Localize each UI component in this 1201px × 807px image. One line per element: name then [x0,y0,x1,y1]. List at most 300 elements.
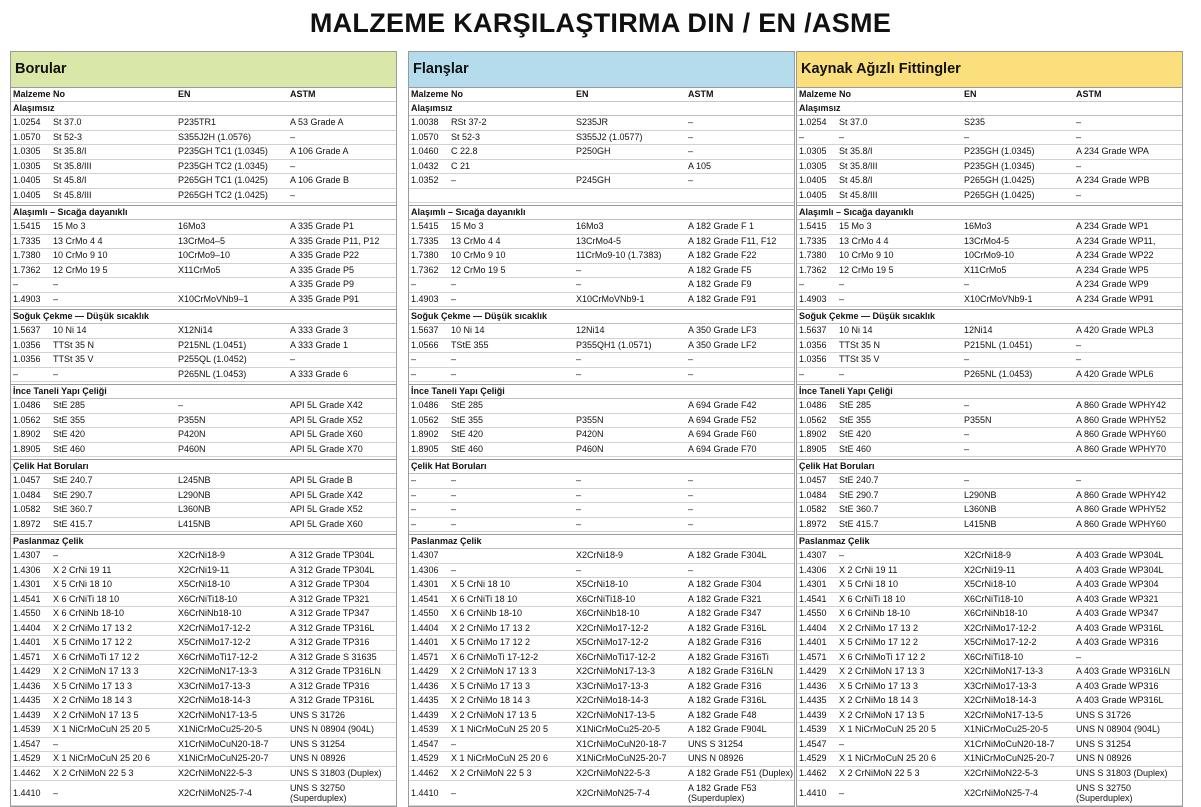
cell-din: – [53,550,59,560]
cell-din: – [53,293,59,304]
cell-material-no: 1.0405 [799,175,827,185]
section-title: Alaşımsız [11,102,396,116]
cell-astm: – [290,189,296,200]
table-row [797,414,1182,429]
cell-din: St 45.8/III [53,189,92,200]
cell-en: X2CrNi18-9 [576,550,624,560]
cell-material-no: 1.0432 [411,160,439,171]
section-title: Paslanmaz Çelik [797,535,1182,549]
cell-astm: A 234 Grade WP9 [1076,279,1149,289]
cell-material-no: 1.4429 [411,666,439,676]
cell-din: X 2 CrNiMo 18 14 3 [451,695,531,705]
cell-en: – [576,264,582,275]
table-row [11,116,396,131]
cell-en [178,278,290,292]
cell-en: P265GH (1.0425) [964,189,1035,200]
cell-astm: UNS S 31254 [1076,738,1132,749]
cell-material-no: 1.7362 [13,264,41,275]
cell-din: X 6 CrNiNb 18-10 [451,608,523,618]
cell-material-no: – [411,279,417,289]
cell-astm: A 312 Grade TP304L [290,564,375,575]
table-row [11,723,396,738]
cell-astm: A 182 Grade F316 [688,680,762,691]
table-row [409,414,794,429]
cell-astm: A 105 [688,160,712,171]
cell-astm: A 182 Grade F304 [688,579,762,589]
cell-material-no: 1.0570 [411,131,439,142]
cell-astm: A 182 Grade F91 [688,293,757,304]
table-row [409,189,794,204]
cell-en [576,399,688,413]
table-row [797,160,1182,175]
table-row [409,680,794,695]
panel-title: Borular [11,52,396,88]
cell-din: X 6 CrNiMoTi 17-12-2 [451,651,539,662]
cell-astm: A 182 Grade F48 [688,709,757,720]
cell-astm: A 182 Grade F9 [688,279,752,289]
cell-en: X2CrNi18-9 [178,550,226,560]
cell-en: – [964,354,970,364]
table-row [797,428,1182,443]
cell-en: P265NL (1.0453) [178,368,247,379]
cell-astm: A 335 Grade P5 [290,264,355,275]
cell-material-no: – [799,368,805,379]
cell-material-no: 1.0405 [13,189,41,200]
cell-en: – [576,475,582,485]
table-row [797,694,1182,709]
table-row [409,249,794,264]
cell-astm: A 350 Grade LF3 [688,325,757,335]
table-row [797,489,1182,504]
table-row [11,593,396,608]
table-row [797,443,1182,458]
table-row [409,578,794,593]
cell-material-no: 1.0405 [799,189,827,200]
cell-astm: A 420 Grade WPL6 [1076,368,1154,379]
table-row [797,665,1182,680]
cell-din: St 35.8/I [53,146,87,156]
cell-en: – [964,443,970,454]
cell-en: – [576,354,582,364]
cell-en: P420N [576,429,604,439]
table-row [11,264,396,279]
cell-astm: A 860 Grade WPHY42 [1076,489,1167,500]
cell-din: X 5 CrNiMo 17 12 2 [53,637,133,647]
cell-din: – [451,738,457,749]
cell-material-no: 1.4301 [13,579,41,589]
cell-en: – [964,475,970,485]
cell-en: X1NiCrMoCuN25-20-7 [178,753,269,763]
cell-en: X2CrNiMo17-12-2 [964,622,1037,633]
cell-material-no: – [411,504,417,514]
cell-astm: A 403 Grade WP316LN [1076,666,1171,676]
cell-material-no: 1.4462 [799,767,827,778]
cell-astm: A 333 Grade 6 [290,368,349,379]
cell-material-no: 1.0352 [411,175,439,185]
cell-astm: – [1076,651,1082,662]
cell-din: X 5 CrNi 18 10 [451,579,511,589]
cell-astm: A 694 Grade F52 [688,414,757,425]
cell-din: TTSt 35 N [839,339,881,350]
cell-en: 13CrMo4-5 [576,235,622,246]
cell-en: X2CrNiMoN25-7-4 [964,788,1039,798]
cell-en: X2CrNiMoN17-13-3 [178,666,258,676]
cell-astm: UNS N 08926 [1076,753,1132,763]
cell-din: X 1 NiCrMoCuN 25 20 6 [53,753,151,763]
cell-en: X10CrMoVNb9–1 [178,293,249,304]
cell-din: StE 460 [53,443,86,454]
cell-din: St 35.8/III [839,160,878,171]
cell-din: – [839,550,845,560]
cell-din: 12 CrMo 19 5 [839,264,894,275]
cell-astm: – [688,504,694,514]
cell-en: P235TR1 [178,117,217,127]
cell-en: S235 [964,117,986,127]
cell-material-no: – [799,279,805,289]
cell-material-no: 1.0562 [799,414,827,425]
cell-din: St 35.8/I [839,146,873,156]
cell-din: StE 285 [53,400,86,410]
cell-material-no: 1.7335 [799,235,827,246]
cell-material-no: 1.0356 [799,339,827,350]
cell-din: – [451,354,457,364]
cell-en: L415NB [964,518,997,529]
cell-astm: A 335 Grade P1 [290,221,355,231]
table-row [409,503,794,518]
cell-en: P355QH1 (1.0571) [576,339,652,350]
table-row [797,116,1182,131]
table-row [409,738,794,753]
cell-material-no: 1.4529 [13,753,41,763]
cell-din: X 1 NiCrMoCuN 25 20 5 [839,724,937,734]
cell-en: X6CrNiTi18-10 [178,593,238,604]
cell-astm: A 860 Grade WPHY60 [1076,518,1167,529]
cell-din: 12 CrMo 19 5 [53,264,108,275]
header-en: EN [964,89,977,99]
cell-material-no: 1.4306 [13,564,41,575]
table-row [797,368,1182,383]
cell-din: St 45.8/I [53,175,87,185]
table-row [797,564,1182,579]
section-title: Çelik Hat Boruları [11,460,396,474]
section-title: İnce Taneli Yapı Çeliği [409,385,794,399]
cell-astm: A 182 Grade F5 [688,264,752,275]
cell-en: X6CrNiMoTi17-12-2 [576,651,656,662]
cell-din: X 2 CrNiMoN 17 13 3 [451,666,537,676]
cell-astm: UNS S 31726 [1076,709,1132,720]
cell-din [451,189,576,203]
cell-en: X1NiCrMoCu25-20-5 [576,724,661,734]
section-title: İnce Taneli Yapı Çeliği [11,385,396,399]
table-row [11,368,396,383]
cell-en: X1NiCrMoCuN25-20-7 [576,753,667,763]
cell-material-no: 1.4550 [13,608,41,618]
table-row [409,428,794,443]
cell-astm: A 312 Grade TP316L [290,695,375,705]
cell-din: – [53,788,59,798]
panel-1 [408,51,795,807]
table-row [409,636,794,651]
cell-astm: API 5L Grade X42 [290,400,363,410]
cell-en: 10CrMo9–10 [178,250,231,260]
cell-material-no: 1.0484 [13,489,41,500]
table-row [797,709,1182,724]
table-row [11,578,396,593]
cell-din: X 2 CrNi 19 11 [839,564,898,575]
cell-en: X1CrNiMoCuN20-18-7 [178,738,269,749]
cell-material-no: 1.4462 [411,767,439,778]
table-row [11,443,396,458]
cell-en: X5CrNiMo17-12-2 [576,637,649,647]
column-headers [11,88,396,102]
cell-astm: A 182 Grade F316LN [688,666,774,676]
cell-en: X6CrNiTi18-10 [964,593,1024,604]
cell-astm: A 403 Grade WP347 [1076,608,1159,618]
cell-astm: A 182 Grade F316L [688,622,767,633]
cell-material-no: 1.5415 [799,221,827,231]
table-row [11,339,396,354]
cell-astm: A 860 Grade WPHY70 [1076,443,1167,454]
cell-din: 15 Mo 3 [839,221,872,231]
cell-en: P250GH [576,146,611,156]
cell-din: X 2 CrNiMo 17 13 2 [451,622,531,633]
cell-astm: UNS N 08904 (904L) [1076,724,1161,734]
table-row [11,160,396,175]
cell-en: L290NB [178,489,211,500]
cell-din: X 6 CrNiNb 18-10 [53,608,125,618]
cell-astm: A 694 Grade F42 [688,400,757,410]
page-title: MALZEME KARŞILAŞTIRMA DIN / EN /ASME [309,8,892,38]
cell-astm: A 420 Grade WPL3 [1076,325,1154,335]
cell-en: 16Mo3 [964,221,992,231]
cell-material-no: 1.4541 [13,593,41,604]
cell-en: P265NL (1.0453) [964,368,1033,379]
table-row [409,368,794,383]
cell-en: – [576,489,582,500]
cell-din: 15 Mo 3 [451,221,484,231]
cell-en: P215NL (1.0451) [964,339,1033,350]
cell-en: X10CrMoVNb9-1 [576,293,645,304]
cell-material-no: 1.0305 [13,146,41,156]
cell-din: – [53,738,59,749]
table-row [11,518,396,533]
cell-material-no: 1.0356 [799,354,827,364]
cell-material-no: 1.4436 [411,680,439,691]
table-row [11,564,396,579]
cell-astm: UNS S 31803 (Duplex) [1076,767,1168,778]
table-row [797,189,1182,204]
cell-din: StE 290.7 [839,489,879,500]
cell-astm: A 106 Grade B [290,175,350,185]
cell-astm: A 53 Grade A [290,117,344,127]
cell-en: – [576,518,582,529]
table-row [409,651,794,666]
table-row [409,694,794,709]
cell-material-no: 1.4307 [799,550,827,560]
cell-astm: A 182 Grade F 1 [688,221,755,231]
cell-en: X1CrNiMoCuN20-18-7 [964,738,1055,749]
table-row [797,399,1182,414]
table-row [797,636,1182,651]
cell-din: StE 355 [53,414,86,425]
table-row [11,353,396,368]
header-astm: ASTM [688,89,714,99]
cell-en: X11CrMo5 [178,264,221,275]
table-row [797,235,1182,250]
cell-material-no: 1.4462 [13,767,41,778]
cell-material-no: 1.4550 [799,608,827,618]
table-row [11,651,396,666]
cell-astm: A 182 Grade F316Ti [688,651,769,662]
table-row [797,767,1182,782]
cell-din: X 2 CrNiMoN 17 13 5 [53,709,139,720]
cell-astm: – [1076,189,1082,200]
cell-din: X 1 NiCrMoCuN 25 20 6 [451,753,549,763]
cell-material-no: 1.8905 [411,443,439,454]
cell-material-no: 1.4404 [13,622,41,633]
cell-en: – [576,504,582,514]
cell-material-no: 1.0566 [411,339,439,350]
cell-material-no: 1.4435 [13,695,41,705]
cell-din: StE 420 [451,429,484,439]
cell-din: StE 285 [451,400,484,410]
cell-material-no: 1.5637 [13,325,41,335]
cell-en: – [964,429,970,439]
cell-material-no: 1.7380 [411,250,439,260]
cell-astm: A 234 Grade WP91 [1076,293,1154,304]
table-row [409,607,794,622]
cell-din: X 2 CrNiMoN 22 5 3 [451,767,532,778]
cell-en: P460N [576,443,604,454]
cell-astm: UNS S 32750 (Superduplex) [290,783,347,803]
cell-en: X2CrNi19-11 [178,564,230,575]
cell-astm: A 234 Grade WP22 [1076,250,1154,260]
cell-en: X2CrNiMoN17-13-3 [964,666,1044,676]
cell-din: X 6 CrNiTi 18 10 [839,593,906,604]
table-row [797,518,1182,533]
panel-title: Kaynak Ağızlı Fittingler [797,52,1182,88]
cell-en: X6CrNiNb18-10 [964,608,1028,618]
cell-din: X 1 NiCrMoCuN 25 20 5 [451,724,549,734]
cell-astm: API 5L Grade B [290,475,353,485]
table-row [797,607,1182,622]
cell-din: X 5 CrNiMo 17 13 3 [53,680,133,691]
table-row [797,651,1182,666]
cell-en: X5CrNi18-10 [178,579,231,589]
cell-din: X 1 NiCrMoCuN 25 20 5 [53,724,151,734]
cell-astm: UNS S 31254 [688,738,744,749]
table-row [797,680,1182,695]
cell-astm: A 182 Grade F22 [688,250,757,260]
cell-material-no: 1.4410 [411,788,439,798]
cell-astm: API 5L Grade X60 [290,429,363,439]
cell-material-no: 1.0486 [411,400,439,410]
cell-astm: A 312 Grade TP347 [290,608,370,618]
cell-astm: UNS S 31803 (Duplex) [290,767,382,778]
cell-din: – [839,368,845,379]
table-row [11,278,396,293]
cell-en: P355N [964,414,992,425]
cell-material-no: 1.4435 [799,695,827,705]
cell-material-no: 1.0305 [799,160,827,171]
cell-astm: A 234 Grade WP5 [1076,264,1149,275]
cell-astm: – [1076,339,1082,350]
header-en: EN [178,89,191,99]
table-row [11,767,396,782]
cell-en: X2CrNiMo18-14-3 [178,695,251,705]
cell-material-no: – [411,368,417,379]
cell-material-no: 1.7362 [411,264,439,275]
cell-astm: A 312 Grade TP316LN [290,666,381,676]
cell-astm: A 403 Grade WP316 [1076,637,1159,647]
cell-material-no: 1.0305 [799,146,827,156]
cell-en: X6CrNiNb18-10 [576,608,640,618]
cell-en: P265GH TC1 (1.0425) [178,175,268,185]
section-title: İnce Taneli Yapı Çeliği [797,385,1182,399]
cell-astm: – [290,160,296,171]
cell-material-no: 1.4539 [799,724,827,734]
cell-material-no: 1.5637 [411,325,439,335]
cell-en: P355N [576,414,604,425]
cell-material-no: 1.4410 [13,788,41,798]
cell-din: – [451,504,457,514]
cell-astm: A 335 Grade P9 [290,279,355,289]
cell-material-no: 1.0356 [13,339,41,350]
cell-material-no: 1.5415 [13,221,41,231]
cell-astm: A 333 Grade 1 [290,339,349,350]
table-row [797,174,1182,189]
cell-material-no: 1.0457 [13,475,41,485]
cell-en: – [576,564,582,575]
table-row [797,264,1182,279]
cell-din: St 37.0 [53,117,82,127]
cell-din: St 37.0 [839,117,868,127]
cell-en: 12Ni14 [576,325,605,335]
cell-astm: A 312 Grade TP304 [290,579,370,589]
cell-din: StE 415.7 [839,518,879,529]
cell-astm: A 403 Grade WP316L [1076,622,1164,633]
cell-astm: A 182 Grade F321 [688,593,762,604]
cell-din: – [839,279,845,289]
cell-material-no: 1.4550 [411,608,439,618]
table-row [409,116,794,131]
cell-material-no: 1.4436 [13,680,41,691]
cell-astm: API 5L Grade X52 [290,504,363,514]
cell-astm: A 860 Grade WPHY52 [1076,414,1167,425]
cell-en: 13CrMo4-5 [964,235,1010,246]
cell-en: 16Mo3 [178,221,206,231]
cell-din: StE 420 [839,429,872,439]
section-title: Soğuk Çekme — Düşük sıcaklık [797,310,1182,324]
table-row [409,174,794,189]
cell-din: X 2 CrNiMoN 17 13 5 [839,709,925,720]
cell-en: X3CrNiMo17-13-3 [576,680,649,691]
cell-material-no: – [411,475,417,485]
cell-material-no: 1.0254 [13,117,41,127]
cell-din: X 5 CrNiMo 17 12 2 [839,637,919,647]
cell-astm: A 234 Grade WP1 [1076,221,1149,231]
table-row [11,293,396,308]
cell-astm: A 403 Grade WP321 [1076,593,1159,604]
cell-din: St 52-3 [451,131,481,142]
section-title: Alaşımlı – Sıcağa dayanıklı [797,206,1182,220]
cell-material-no: 1.4301 [799,579,827,589]
cell-din: TStE 355 [451,339,489,350]
cell-astm: – [688,475,694,485]
cell-astm: A 860 Grade WPHY60 [1076,429,1167,439]
cell-astm: UNS S 32750 (Superduplex) [1076,783,1133,803]
cell-astm: A 182 Grade F347 [688,608,762,618]
